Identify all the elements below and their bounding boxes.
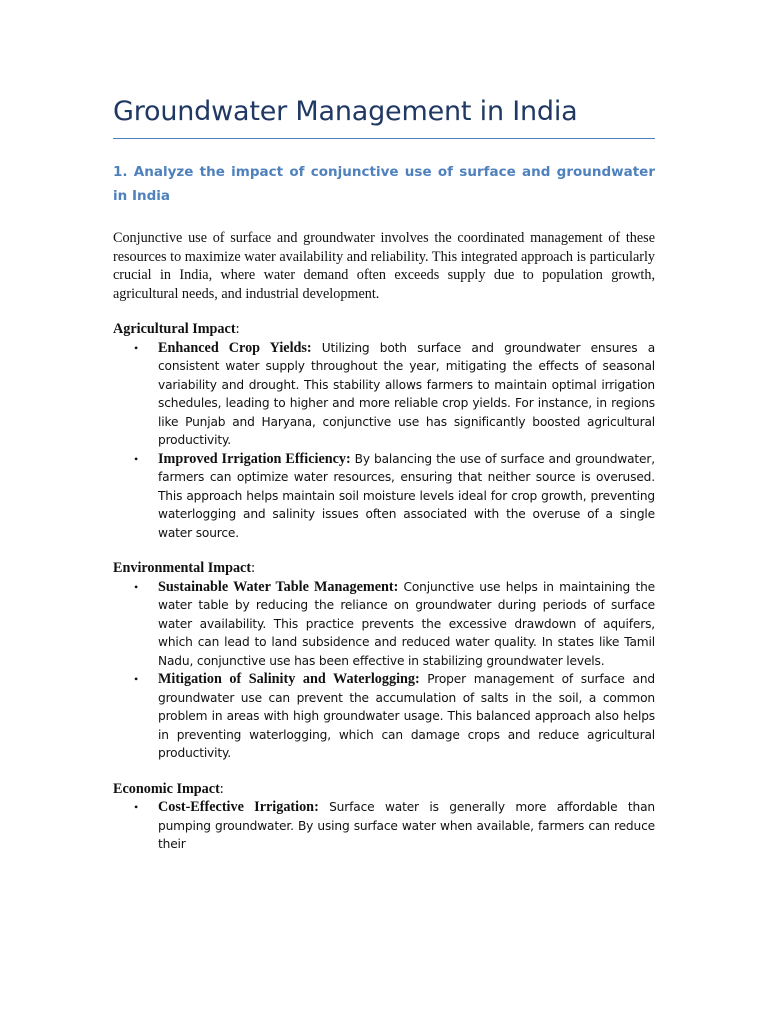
item-text: Conjunctive use helps in maintaining the water table by reducing the reliance on groundwater during periods of surface water availability. This practice prevents the excessive drawdown of aquifers, which can lead to land subsidence and reduced water quality. In states like Tamil Nadu, conjunctive use has been effective in stabilizing groundwater levels. <box>158 579 656 668</box>
document-title: Groundwater Management in India <box>113 96 578 127</box>
item-text: Utilizing both surface and groundwater ensures a consistent water supply throughout the year, mitigating the effects of seasonal variability and drought. This stability allows farmers to maintain optimal irrigation schedules, leading to higher and more reliable crop yields. For instance, in regions like Punjab and Haryana, conjunctive use has significantly boosted agricultural productivity. <box>158 340 656 447</box>
item-text: Surface water is generally more affordable than pumping groundwater. By using surface water when available, farmers can reduce their <box>158 800 655 851</box>
section-heading-colon: : <box>219 780 224 797</box>
section-heading-agricultural <box>113 320 655 339</box>
section-heading-economic <box>113 780 655 799</box>
item-text: By balancing the use of surface and groundwater, farmers can optimize water resources, ensuring that neither source is overused. This approach helps maintain soil moisture levels ideal for crop growth, preventing waterlogging and salinity issues often associated with the overuse of a single water source. <box>158 451 655 540</box>
bullet-icon: • <box>134 340 139 355</box>
document-body <box>113 229 655 871</box>
bullet-list-environmental <box>113 578 655 763</box>
bullet-icon: • <box>134 579 139 594</box>
title-underline <box>113 138 655 139</box>
list-item <box>113 578 655 671</box>
section-heading-label: Economic Impact <box>113 780 220 797</box>
section-heading-environmental <box>113 559 655 578</box>
list-item <box>113 450 655 543</box>
bullet-list-economic <box>113 798 655 854</box>
item-term: Sustainable Water Table Management: <box>158 578 399 595</box>
bullet-icon: • <box>134 451 139 466</box>
question-heading: 1. Analyze the impact of conjunctive use of surface and groundwater in India <box>113 164 655 204</box>
bullet-icon: • <box>134 672 139 686</box>
intro-paragraph: Conjunctive use of surface and groundwater involves the coordinated management of these resources to maximize water availability and reliability. This integrated approach is particularly crucial in India, where water demand often exceeds supply due to population growth, agricultural needs, and industrial development. <box>113 230 655 302</box>
item-term: Mitigation of Salinity and Waterlogging: <box>158 671 420 687</box>
item-text: Proper management of surface and groundwater use can prevent the accumulation of salts in the soil, a common problem in areas with high groundwater usage. This balanced approach also helps in preventing waterlogging, which can damage crops and reduce agricultural productivity. <box>158 672 655 760</box>
section-heading-label: Environmental Impact <box>113 560 252 576</box>
bullet-list-agricultural <box>113 339 655 543</box>
item-term: Improved Irrigation Efficiency: <box>158 450 351 467</box>
section-heading-colon: : <box>235 321 240 337</box>
list-item <box>113 798 655 854</box>
section-heading-colon: : <box>251 560 256 576</box>
bullet-icon: • <box>134 800 139 814</box>
section-heading-label: Agricultural Impact <box>113 321 236 337</box>
item-term: Cost-Effective Irrigation: <box>158 799 319 815</box>
list-item <box>113 339 655 450</box>
item-term: Enhanced Crop Yields: <box>158 339 312 356</box>
list-item <box>113 670 655 763</box>
